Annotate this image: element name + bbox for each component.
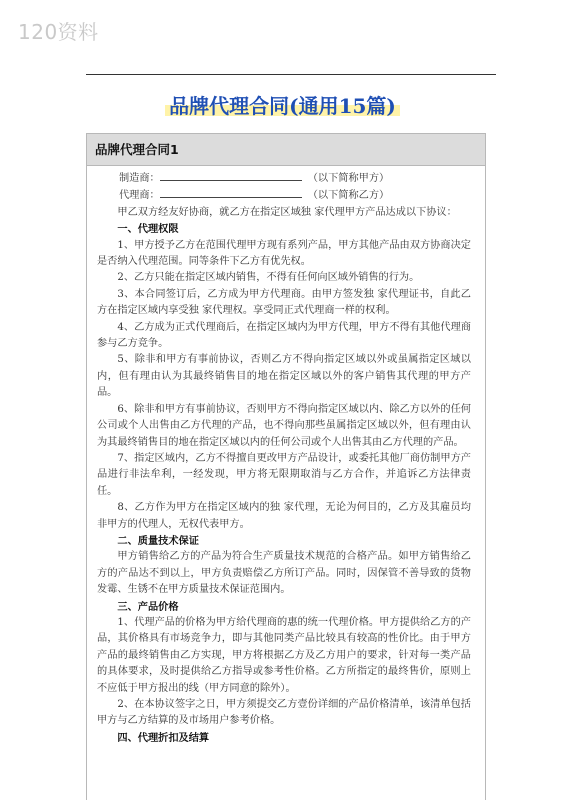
paragraph-list [97, 205, 471, 746]
document-title-text: 品牌代理合同(通用15篇) [165, 94, 400, 118]
party-line-agent [97, 187, 471, 204]
paragraph: 甲乙双方经友好协商，就乙方在指定区域独 家代理甲方产品达成以下协议： [117, 206, 457, 218]
paragraph: 7、指定区域内，乙方不得擅自更改甲方产品设计，或委托其他厂商仿制甲方产品进行非法牟利，一经发现，甲方将无限期取消与乙方合作，并追诉乙方法律责任。 [97, 452, 471, 497]
section-heading: 四、代理折扣及结算 [117, 731, 210, 744]
paragraph: 1、甲方授予乙方在范围代理甲方现有系列产品，甲方其他产品由双方协商决定是否纳入代理范围。同等条件下乙方有优先权。 [97, 239, 471, 268]
paragraph: 1、代理产品的价格为甲方给代理商的惠的统一代理价格。甲方提供给乙方的产品，其价格具有市场竞争力，即与其他同类产品比较具有较高的性价比。由于甲方产品的最终销售由乙方实现，甲方将根据乙方及乙方用户的要求，针对每一类产品的具体要求，及时提供给乙方指导或参考性价格。乙方所指定的最终售价，原则上不应低于甲方报出的线（甲方同意的除外）。 [97, 616, 471, 694]
document-title [0, 90, 565, 119]
contract-body [87, 166, 485, 746]
section-heading: 二、质量技术保证 [117, 534, 199, 547]
party-label: 制造商： [119, 173, 160, 184]
paragraph: 5、除非和甲方有事前协议，否则乙方不得向指定区域以外或虽属指定区域以内，但有理由认为其最终销售目的地在指定区域以外的客户销售其代理的甲方产品。 [97, 354, 471, 399]
party-note: （以下简称甲方） [307, 173, 390, 184]
contract-box [86, 133, 486, 800]
paragraph: 甲方销售给乙方的产品为符合生产质量技术规范的合格产品。如甲方销售给乙方的产品达不到以上，甲方负责赔偿乙方所订产品。同时，因保管不善导致的货物发霉、生锈不在甲方质量技术保证范围内。 [97, 551, 471, 596]
blank-line [160, 170, 302, 181]
party-line-manufacturer [97, 170, 471, 187]
section-heading: 三、产品价格 [117, 600, 179, 613]
paragraph: 8、乙方作为甲方在指定区域内的独 家代理，无论为何目的，乙方及其雇员均非甲方的代理人，无权代表甲方。 [97, 502, 471, 530]
paragraph: 3、本合同签订后，乙方成为甲方代理商。由甲方签发独 家代理证书，自此乙方在指定区域内享受独 家代理权。享受同正式代理商一样的权利。 [97, 288, 471, 317]
party-label: 代理商： [119, 190, 160, 202]
section-title: 品牌代理合同1 [87, 134, 485, 166]
paragraph: 4、乙方成为正式代理商后，在指定区域内为甲方代理，甲方不得有其他代理商参与乙方竞争。 [97, 321, 471, 350]
section-heading: 一、代理权限 [117, 223, 179, 236]
party-note: （以下简称乙方） [307, 190, 390, 202]
blank-line [160, 187, 302, 198]
paragraph: 6、除非和甲方有事前协议，否则甲方不得向指定区域以内、除乙方以外的任何公司或个人出售由乙方代理的产品，也不得向那些虽属指定区域以外，但有理由认为其最终销售目的地在指定区域以内的任何公司或个人出售其由乙方代理的产品。 [97, 403, 471, 448]
top-divider [86, 74, 496, 75]
paragraph: 2、在本协议签字之日，甲方须提交乙方壹份详细的产品价格清单，该清单包括甲方与乙方结算的及市场用户参考价格。 [97, 699, 471, 727]
paragraph: 2、乙方只能在指定区域内销售，不得有任何向区域外销售的行为。 [117, 272, 420, 284]
watermark: 120资料 [18, 20, 99, 44]
